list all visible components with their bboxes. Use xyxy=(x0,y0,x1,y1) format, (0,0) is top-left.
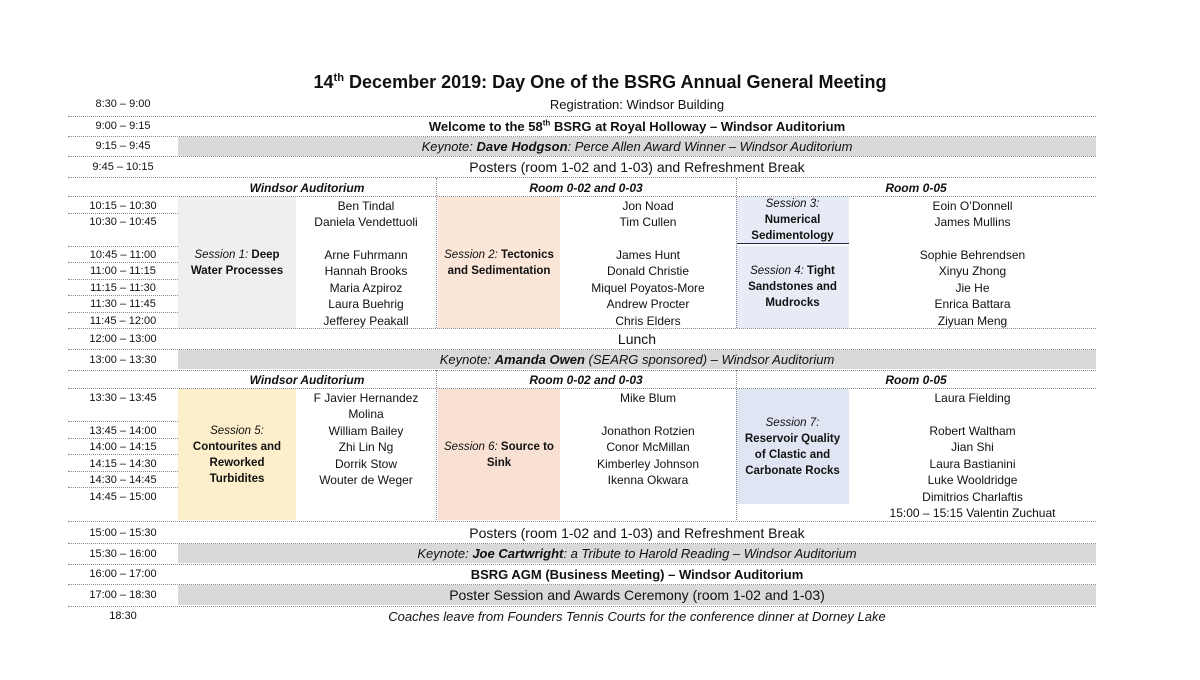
speaker-room-005: Xinyu Zhong xyxy=(938,264,1007,278)
room-header-windsor: Windsor Auditorium xyxy=(249,181,365,195)
time-1115: 11:15 – 11:30 xyxy=(90,282,156,294)
speaker-windsor: Maria Azpiroz xyxy=(329,281,403,295)
speaker-room-005: Eoin O’Donnell xyxy=(932,199,1013,213)
speaker-windsor: William Bailey xyxy=(328,424,404,438)
posters-break-1: Posters (room 1-02 and 1-03) and Refreshment Break xyxy=(469,159,805,175)
time-1500: 15:00 – 15:30 xyxy=(89,527,157,539)
session-4-box: Session 4: Tight Sandstones and Mudrocks xyxy=(736,246,849,328)
session-1-box: Session 1: Deep Water Processes xyxy=(178,197,296,328)
speaker-room-002: Kimberley Johnson xyxy=(596,457,700,471)
speaker-room-005: Laura Fielding xyxy=(934,391,1011,405)
speaker-windsor: F Javier Hernandez xyxy=(313,391,419,405)
speaker-windsor: Zhi Lin Ng xyxy=(338,440,394,454)
row-divider xyxy=(68,312,178,313)
speaker-room-002: Ikenna Okwara xyxy=(607,473,689,487)
speaker-windsor: Wouter de Weger xyxy=(319,473,413,487)
time-1145: 11:45 – 12:00 xyxy=(89,315,157,327)
speaker-room-005-extra: 15:00 – 15:15 Valentin Zuchuat xyxy=(889,506,1056,520)
time-1030: 10:30 – 10:45 xyxy=(89,216,157,228)
speaker-windsor: Hannah Brooks xyxy=(324,264,408,278)
time-0945: 9:45 – 10:15 xyxy=(92,161,154,173)
room-header-002-pm: Room 0-02 and 0-03 xyxy=(529,373,643,387)
time-0900: 9:00 – 9:15 xyxy=(95,120,151,132)
row-divider xyxy=(68,295,178,296)
row-divider xyxy=(68,213,178,214)
speaker-windsor: Jefferey Peakall xyxy=(323,314,409,328)
session-5-box: Session 5: Contourites and Reworked Turbidites xyxy=(178,389,296,520)
keynote-joe-cartwright: Keynote: Joe Cartwright: a Tribute to Harold Reading – Windsor Auditorium xyxy=(417,546,857,561)
time-1130: 11:30 – 11:45 xyxy=(90,298,156,310)
speaker-room-005: Ziyuan Meng xyxy=(937,314,1008,328)
row-divider xyxy=(68,471,178,472)
row-divider xyxy=(68,328,1096,329)
time-1045: 10:45 – 11:00 xyxy=(89,249,157,261)
agm-row: BSRG AGM (Business Meeting) – Windsor Auditorium xyxy=(470,567,804,582)
room-header-002: Room 0-02 and 0-03 xyxy=(529,181,643,195)
speaker-windsor: Daniela Vendettuoli xyxy=(314,215,418,229)
speaker-room-005: Jie He xyxy=(955,281,990,295)
speaker-room-002: Mike Blum xyxy=(619,391,676,405)
time-0915: 9:15 – 9:45 xyxy=(95,140,151,152)
row-divider xyxy=(68,487,178,488)
time-1415: 14:15 – 14:30 xyxy=(89,458,157,470)
room-header-windsor-pm: Windsor Auditorium xyxy=(249,373,365,387)
time-1830: 18:30 xyxy=(109,610,137,622)
row-divider xyxy=(68,177,1096,178)
coaches-row: Coaches leave from Founders Tennis Courts for the conference dinner at Dorney Lake xyxy=(388,609,886,624)
keynote-amanda-owen: Keynote: Amanda Owen (SEARG sponsored) – Windsor Auditorium xyxy=(439,352,835,367)
column-divider xyxy=(736,370,737,520)
speaker-windsor: Molina xyxy=(348,407,384,421)
row-divider xyxy=(68,116,1096,117)
keynote-dave-hodgson: Keynote: Dave Hodgson: Perce Allen Award Winner – Windsor Auditorium xyxy=(421,139,853,154)
row-divider xyxy=(68,438,178,439)
speaker-room-005: Enrica Battara xyxy=(934,297,1011,311)
session-3-box: Session 3: Numerical Sedimentology xyxy=(736,197,849,243)
welcome-row: Welcome to the 58th BSRG at Royal Holloway – Windsor Auditorium xyxy=(428,118,846,134)
row-divider xyxy=(68,421,178,422)
row-divider xyxy=(68,606,1096,607)
speaker-room-002: Donald Christie xyxy=(606,264,690,278)
speaker-room-002: Andrew Procter xyxy=(606,297,690,311)
speaker-room-002: Jon Noad xyxy=(622,199,674,213)
session-3-underline xyxy=(736,243,849,244)
column-divider xyxy=(436,370,437,520)
speaker-room-002: Conor McMillan xyxy=(606,440,690,454)
row-divider xyxy=(68,564,1096,565)
time-1200: 12:00 – 13:00 xyxy=(89,333,157,345)
session-2-box: Session 2: Tectonics and Sedimentation xyxy=(438,197,560,328)
time-1700: 17:00 – 18:30 xyxy=(89,589,157,601)
time-1345: 13:45 – 14:00 xyxy=(89,425,157,437)
posters-break-2: Posters (room 1-02 and 1-03) and Refreshment Break xyxy=(469,525,805,541)
page-title: 14th December 2019: Day One of the BSRG Annual General Meeting xyxy=(313,72,887,92)
session-7-box: Session 7: Reservoir Quality of Clastic and Carbonate Rocks xyxy=(736,389,849,504)
room-header-005: Room 0-05 xyxy=(885,181,947,195)
column-divider xyxy=(736,178,737,328)
speaker-room-002: Chris Elders xyxy=(615,314,681,328)
row-divider xyxy=(68,279,178,280)
speaker-windsor: Ben Tindal xyxy=(337,199,395,213)
time-1300: 13:00 – 13:30 xyxy=(89,354,157,366)
speaker-room-005: Sophie Behrendsen xyxy=(919,248,1026,262)
poster-session-row: Poster Session and Awards Ceremony (room 1-02 and 1-03) xyxy=(449,587,825,603)
column-divider xyxy=(436,178,437,328)
session-6-box: Session 6: Source to Sink xyxy=(438,389,560,520)
speaker-room-002: Tim Cullen xyxy=(619,215,677,229)
room-header-005-pm: Room 0-05 xyxy=(885,373,947,387)
row-divider xyxy=(68,454,178,455)
speaker-windsor: Arne Fuhrmann xyxy=(324,248,408,262)
speaker-room-002: Jonathon Rotzien xyxy=(601,424,695,438)
row-divider xyxy=(68,156,1096,157)
time-1600: 16:00 – 17:00 xyxy=(89,568,157,580)
lunch-row: Lunch xyxy=(617,331,657,347)
speaker-room-002: Miquel Poyatos-More xyxy=(591,281,705,295)
speaker-room-005: Robert Waltham xyxy=(929,424,1016,438)
speaker-windsor: Dorrik Stow xyxy=(334,457,397,471)
time-1100: 11:00 – 11:15 xyxy=(90,265,156,277)
time-0830: 8:30 – 9:00 xyxy=(95,98,151,110)
speaker-room-005: Jian Shi xyxy=(951,440,994,454)
time-1430: 14:30 – 14:45 xyxy=(89,474,157,486)
registration-row: Registration: Windsor Building xyxy=(549,97,725,112)
time-1445: 14:45 – 15:00 xyxy=(89,491,157,503)
speaker-room-005: James Mullins xyxy=(934,215,1011,229)
speaker-room-005: Luke Wooldridge xyxy=(927,473,1018,487)
speaker-windsor: Laura Buehrig xyxy=(328,297,404,311)
time-1015: 10:15 – 10:30 xyxy=(89,200,157,212)
row-divider xyxy=(68,246,178,247)
speaker-room-005: Laura Bastianini xyxy=(929,457,1016,471)
time-1400: 14:00 – 14:15 xyxy=(89,441,157,453)
row-divider xyxy=(68,521,1096,522)
time-1530: 15:30 – 16:00 xyxy=(89,548,157,560)
time-1330: 13:30 – 13:45 xyxy=(89,392,157,404)
speaker-room-002: James Hunt xyxy=(615,248,681,262)
speaker-room-005: Dimitrios Charlaftis xyxy=(922,490,1023,504)
row-divider xyxy=(68,370,1096,371)
row-divider xyxy=(68,262,178,263)
